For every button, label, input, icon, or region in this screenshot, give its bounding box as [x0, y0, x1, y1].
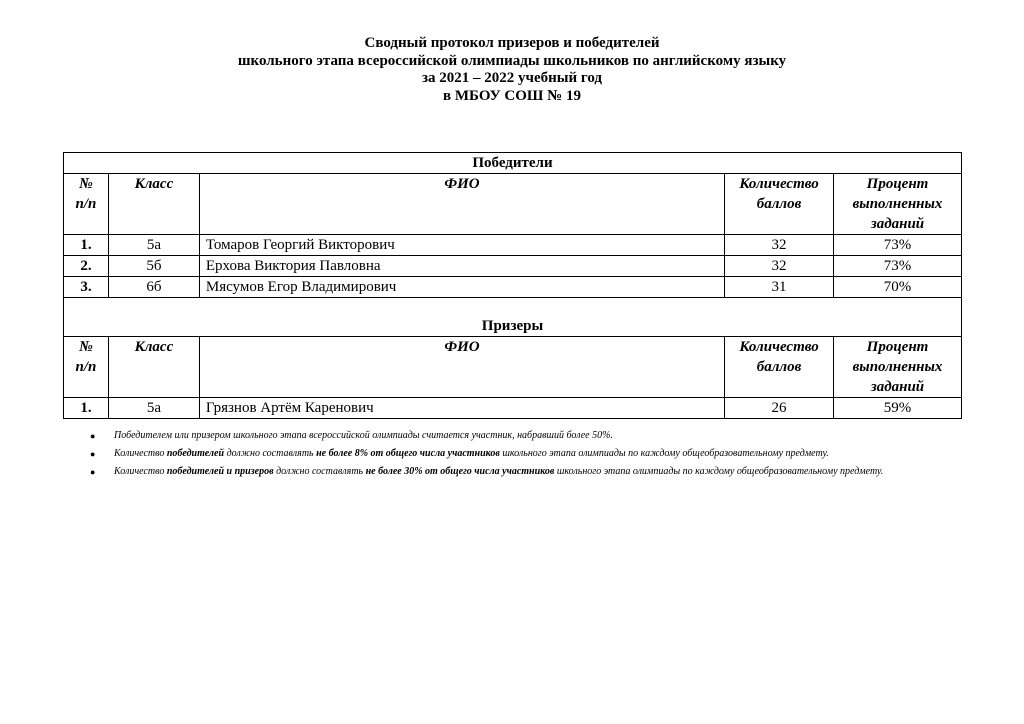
winners-header-row [64, 174, 962, 235]
row-class: 5б [108, 256, 199, 277]
header-class: Класс [108, 337, 199, 398]
header-percent-line2: выполненных [852, 359, 943, 375]
note-item [90, 428, 940, 444]
title-line-4: в МБОУ СОШ № 19 [443, 87, 581, 104]
row-score: 32 [725, 235, 834, 256]
note-part-bold: победителей [166, 448, 225, 459]
header-num [64, 337, 109, 398]
title-line-2: школьного этапа всероссийской олимпиады школьников по английскому языку [237, 52, 787, 69]
header-num-line1: № [79, 176, 93, 192]
header-num [64, 174, 109, 235]
table-row [64, 277, 962, 298]
header-score-line2: баллов [756, 196, 802, 212]
row-percent: 59% [834, 398, 962, 419]
document-title [0, 35, 1024, 105]
header-score-line1: Количество [739, 176, 819, 192]
bullet-icon: ● [90, 449, 96, 459]
header-name: ФИО [199, 174, 724, 235]
note-item [90, 464, 940, 480]
note-text [114, 430, 613, 441]
note-part: должно составлять [224, 448, 317, 459]
row-num: 3. [64, 277, 109, 298]
bullet-icon: ● [90, 431, 96, 441]
header-num-line1: № [79, 339, 93, 355]
note-part: должно составлять [273, 466, 366, 477]
bullet-icon: ● [90, 467, 96, 477]
row-percent: 73% [834, 235, 962, 256]
note-text [114, 448, 829, 459]
header-num-line2: п/п [75, 196, 97, 212]
note-part: Победителем или призером школьного этапа всероссийской олимпиады считается участник, набравший более 50%. [114, 430, 613, 441]
winners-section-title: Победители [64, 153, 962, 174]
header-percent [834, 174, 962, 235]
note-part: школьного этапа олимпиады по каждому общеобразовательному предмету. [554, 466, 884, 477]
header-percent-line3: заданий [870, 379, 925, 395]
row-percent: 73% [834, 256, 962, 277]
title-line-3: за 2021 – 2022 учебный год [422, 70, 602, 86]
title-line-1: Сводный протокол призеров и победителей [364, 35, 660, 51]
header-percent-line2: выполненных [852, 196, 943, 212]
header-name: ФИО [199, 337, 724, 398]
header-class: Класс [108, 174, 199, 235]
row-name: Мясумов Егор Владимирович [199, 277, 724, 298]
row-num: 1. [64, 235, 109, 256]
note-part-bold: победителей и призеров [166, 466, 274, 477]
header-percent-line3: заданий [870, 216, 925, 232]
table-row [64, 398, 962, 419]
header-percent-line1: Процент [866, 339, 929, 355]
header-score-line2: баллов [756, 359, 802, 375]
row-score: 31 [725, 277, 834, 298]
note-part-bold: не более 30% от общего числа участников [365, 466, 555, 477]
winners-section-row [64, 153, 962, 174]
note-part-bold: не более 8% от общего числа участников [316, 448, 500, 459]
row-percent: 70% [834, 277, 962, 298]
prizewinners-section-row [64, 298, 962, 337]
row-class: 5а [108, 398, 199, 419]
row-score: 32 [725, 256, 834, 277]
row-num: 2. [64, 256, 109, 277]
note-part: школьного этапа олимпиады по каждому общеобразовательному предмету. [499, 448, 829, 459]
note-item [90, 446, 940, 462]
table-row [64, 256, 962, 277]
row-name: Томаров Георгий Викторович [199, 235, 724, 256]
note-part: Количество [114, 466, 167, 477]
header-score [725, 337, 834, 398]
results-table [63, 152, 962, 419]
row-score: 26 [725, 398, 834, 419]
note-part: Количество [114, 448, 167, 459]
prizewinners-header-row [64, 337, 962, 398]
row-num: 1. [64, 398, 109, 419]
notes-list [90, 428, 940, 482]
header-num-line2: п/п [75, 359, 97, 375]
row-name: Грязнов Артём Каренович [199, 398, 724, 419]
header-percent-line1: Процент [866, 176, 929, 192]
table-row [64, 235, 962, 256]
row-class: 5а [108, 235, 199, 256]
header-percent [834, 337, 962, 398]
prizewinners-section-title: Призеры [64, 298, 962, 337]
header-score [725, 174, 834, 235]
row-name: Ерхова Виктория Павловна [199, 256, 724, 277]
note-text [114, 466, 883, 477]
header-score-line1: Количество [739, 339, 819, 355]
row-class: 6б [108, 277, 199, 298]
